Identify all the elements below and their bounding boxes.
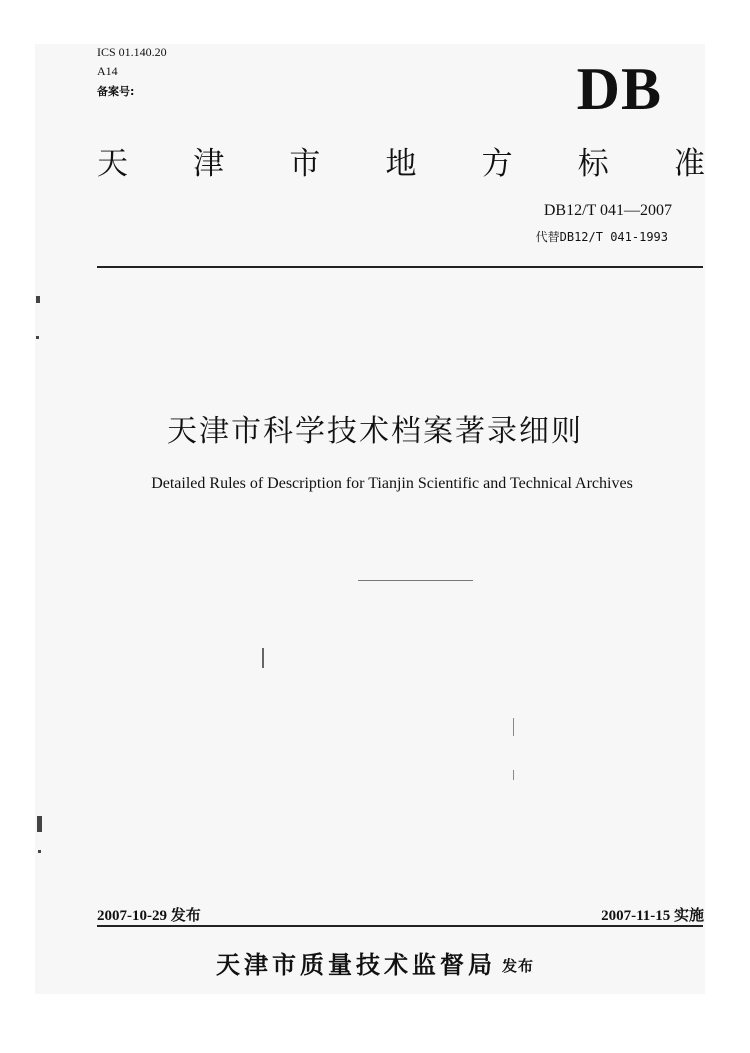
standard-type-title [97,140,705,188]
scan-speck [358,580,473,581]
standard-type-char: 津 [193,146,225,182]
standard-code: DB12/T 041—2007 [543,202,672,219]
bottom-divider [97,925,703,927]
db-logo: DB [576,56,662,122]
scan-speck [38,850,41,853]
scan-speck [513,770,514,780]
top-divider [97,266,703,268]
implementation-date: 2007-11-15 实施 [601,908,704,924]
replaces-standard: 代替DB12/T 041-1993 [535,230,668,244]
standard-type-char: 地 [385,146,417,182]
standard-type-char: 市 [289,146,321,182]
scan-speck [262,648,264,668]
scan-speck [36,296,40,303]
record-number-label: 备案号: [97,85,135,98]
standard-type-char: 方 [481,146,513,182]
scan-speck [37,816,42,832]
document-title: 天津市科学技术档案著录细则 [167,414,583,449]
document-title-english: Detailed Rules of Description for Tianjin Scientific and Technical Archives [151,475,633,492]
class-code: A14 [97,64,118,78]
scan-speck [513,718,514,736]
publisher-name: 天津市质量技术监督局 [215,951,496,979]
standard-type-char: 天 [97,146,128,182]
publisher-action: 发布 [501,957,534,975]
scan-speck [36,336,39,339]
publisher [0,945,750,980]
standard-type-char: 准 [673,146,705,182]
ics-code: ICS 01.140.20 [97,45,167,59]
standard-type-char: 标 [577,146,609,182]
issue-date: 2007-10-29 发布 [97,908,201,924]
